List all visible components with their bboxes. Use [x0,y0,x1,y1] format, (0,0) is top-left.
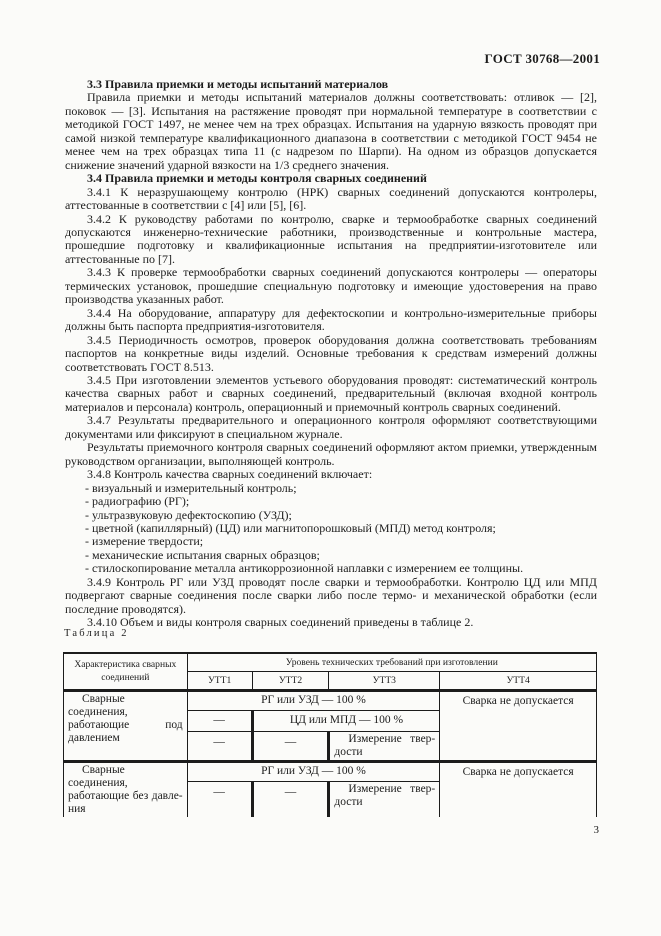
section-heading-3-3: 3.3 Правила приемки и методы испытаний материалов [87,77,389,91]
cell-no-welding-pressure: Сварка не допускается [440,690,597,761]
page-number: 3 [593,824,599,836]
cell-dash: — [252,782,329,817]
list-item-hardness: - измерение твердости; [85,534,204,549]
table-row [64,761,597,782]
cell-rg-uzd-pressure: РГ или УЗД — 100 % [187,690,440,710]
list-item-styloscoping: - стилоскопирование металла антикоррозионной наплавки с измерением ее толщины. [85,561,524,576]
weld-control-requirements-table [63,652,597,817]
list-item-radiography: - радиографию (РГ); [85,494,190,509]
standard-number: ГОСТ 30768—2001 [484,51,600,66]
cell-dash: — [252,731,329,761]
cell-rg-uzd-no-pressure: РГ или УЗД — 100 % [187,761,440,782]
paragraph-3-4-7: 3.4.7 Результаты предварительного и операционного контроля оформляют соответствующими документами или фиксируют в специальном журнале. [65,413,597,441]
paragraph-3-4-9: 3.4.9 Контроль РГ или УЗД проводят после сварки и термообработки. Контролю ЦД или МПД подвергают сварные соединения после сварки либо после термо- и механической обработки (если последние проводятся). [65,574,597,616]
table-row [64,690,597,710]
paragraph-3-4-10: 3.4.10 Объем и виды контроля сварных соединений приведены в таблице 2. [87,615,474,630]
paragraph-3-4-1: 3.4.1 К неразрушающему контролю (НРК) сварных соединений допускаются контролеры, аттестованные в соответствии с [4] или [5], [6]. [65,184,597,213]
paragraph-3-4-5b: 3.4.5 При изготовлении элементов устьевого оборудования проводят: систематический контроль качества сварных работ и сварных соединений, предварительный (включая входной контроль материалов и персонала) контроль, операционный и приемочный контроль сварных соединений. [65,372,597,414]
cell-characteristic-no-pressure: Сварные соединения, работающие без давления [64,761,188,817]
document-body [65,78,597,630]
col-header-levels-group: Уровень технических требований при изготовлении [187,653,596,671]
cell-dash: — [187,710,252,731]
table-caption: Таблица 2 [64,628,129,639]
cell-hardness-pressure: Измерение твердости [329,731,440,761]
list-item-ultrasonic: - ультразвуковую дефектоскопию (УЗД); [85,507,292,522]
paragraph-3-4-3: 3.4.3 К проверке термообработки сварных соединений допускаются контролеры — операторы термических установок, прошедшие специальную подготовку и имеющие удостоверения на право производства указанных работ. [65,265,597,307]
cell-dash: — [187,731,252,761]
col-header-utt1: УТТ1 [187,671,252,690]
cell-characteristic-pressure: Сварные соединения, работающие под давлением [64,690,188,761]
cell-dash: — [187,782,252,817]
paragraph-3-4-4: 3.4.4 На оборудование, аппаратуру для дефектоскопии и контрольно-измерительные приборы должны быть паспорта предприятия-изготовителя. [65,305,597,334]
paragraph-materials: Правила приемки и методы испытаний материалов должны соответствовать: отливок — [2], поковок — [3]. Испытания на растяжение проводят при нормальной температуре в соответствии с методикой ГОСТ 1497, не менее чем на трех образцах. Испытания на ударную вязкость проводят при самой низкой температуре квалификационного диапазона в соответствии с методикой ГОСТ 9454 не менее чем на трех образцах типа 11 (с надрезом по Шарпи). На одном из образцов допускается снижение значений ударной вязкости на 1/3 среднего значения. [65,90,597,172]
paragraph-3-4-8: 3.4.8 Контроль качества сварных соединений включает: [87,467,373,482]
paragraph-3-4-5a: 3.4.5 Периодичность осмотров, проверок оборудования должна соответствовать требованиям паспортов на конкретные виды изделий. Основные требования к средствам измерений должны соответствовать ГОСТ 8.513. [65,332,597,374]
table-header-row-1 [64,653,597,671]
cell-no-welding-no-pressure: Сварка не допускается [440,761,597,817]
paragraph-acceptance-results: Результаты приемочного контроля сварных соединений оформляют актом приемки, утвержденным руководством организации, выполняющей контроль. [65,440,597,468]
paragraph-3-4-2: 3.4.2 К руководству работами по контролю, сварке и термообработке сварных соединений допускаются инженерно-технические работники, производственные и контрольные мастера, прошедшие подготовку и квалификационные испытания на предприятии-изготовителе или аттестованные по [7]. [65,211,597,266]
cell-cd-mpd-pressure: ЦД или МПД — 100 % [252,710,440,731]
cell-hardness-no-pressure: Измерение твердости [329,782,440,817]
list-item-visual-control: - визуальный и измерительный контроль; [85,480,297,495]
table-2-section [63,628,597,817]
section-heading-3-4: 3.4 Правила приемки и методы контроля сварных соединений [87,171,427,186]
col-header-characteristic: Характеристика сварных соединений [64,653,188,690]
list-item-penetrant-magnetic: - цветной (капиллярный) (ЦД) или магнитопорошковый (МПД) метод контроля; [85,520,496,535]
col-header-utt2: УТТ2 [252,671,329,690]
col-header-utt3: УТТ3 [329,671,440,690]
list-item-mechanical-tests: - механические испытания сварных образцов; [85,547,320,562]
col-header-utt4: УТТ4 [440,671,597,690]
